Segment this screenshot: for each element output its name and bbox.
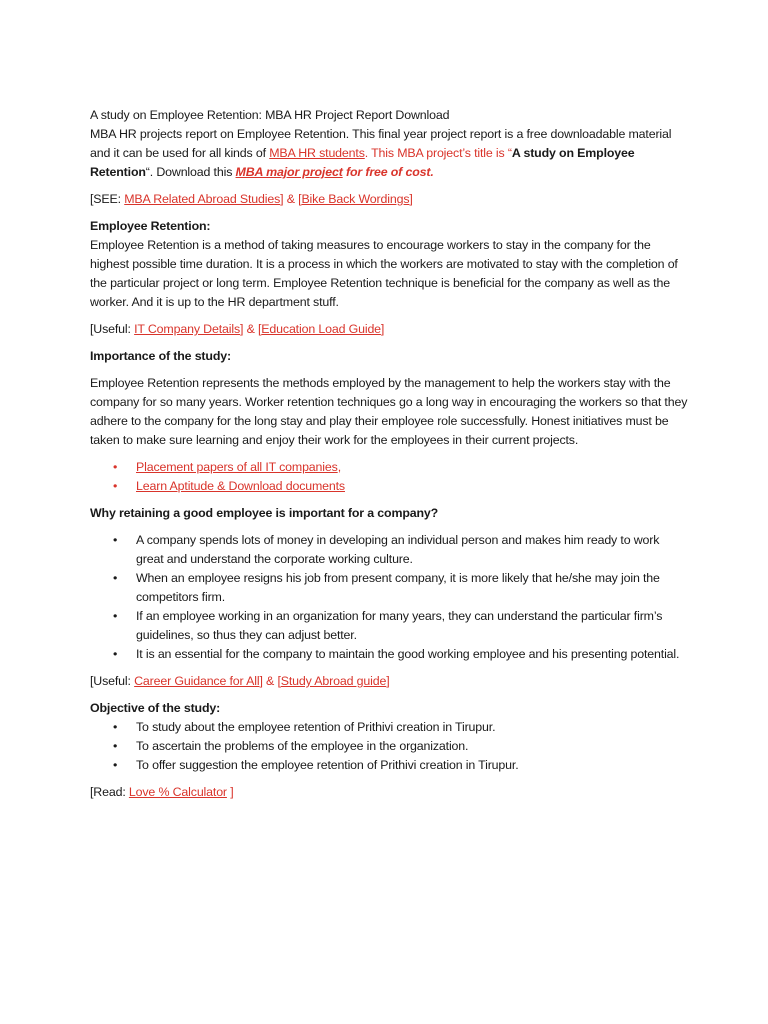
see-middle: ] & [ [280, 192, 302, 206]
why-heading: Why retaining a good employee is important for a company? [90, 506, 439, 520]
retention-body: Employee Retention is a method of taking measures to encourage workers to stay in the company for the highest possible time duration. It is a process in which the workers are motivated to stay with the completion of the particular project or long term. Employee Retention technique is beneficial for the company as well as the worker. And it is up to the HR department stuff. [90, 238, 678, 309]
importance-heading: Importance of the study: [90, 349, 231, 363]
education-load-guide-link[interactable]: Education Load Guide [261, 322, 381, 336]
bullet-icon: • [113, 571, 118, 585]
intro-quote-title: A study on Employee Retention [90, 146, 635, 179]
list-item-text: To ascertain the problems of the employee in the organization. [136, 739, 469, 753]
mba-hr-students-link[interactable]: MBA HR students [269, 146, 365, 160]
intro-text-2: . This MBA project’s title is “ [364, 146, 512, 160]
importance-body: Employee Retention represents the methods employed by the management to help the workers stay with the company for so many years. Worker retention techniques go a long way in encouraging the workers so that they adhere to the company for the long stay and play their employee role successfully. Honest initiatives must be taken to make sure learning and enjoy their work for the employees in their current projects. [90, 376, 688, 447]
read-suffix: ] [226, 785, 234, 799]
love-calculator-link[interactable]: Love % Calculator [128, 785, 227, 799]
objective-heading: Objective of the study: [90, 701, 221, 715]
retention-heading: Employee Retention: [90, 219, 211, 233]
read-prefix: [Read: [90, 785, 129, 799]
read-link-line [90, 783, 690, 802]
document-page [90, 106, 690, 810]
list-item-text: To study about the employee retention of Prithivi creation in Tirupur. [136, 720, 496, 734]
list-item [90, 569, 690, 607]
intro-text-4: for free of cost. [342, 165, 434, 179]
intro-paragraph [90, 125, 690, 182]
useful-links-line-1 [90, 320, 690, 339]
bullet-icon: • [113, 533, 118, 547]
list-item [90, 458, 690, 477]
bullet-icon: • [113, 758, 118, 772]
list-item [90, 737, 690, 756]
bullet-icon: • [113, 720, 118, 734]
bullet-icon: • [113, 479, 118, 493]
bullet-icon: • [113, 647, 118, 661]
see-links-line [90, 190, 690, 209]
objective-list [90, 718, 690, 775]
why-list [90, 531, 690, 664]
see-prefix: [SEE: [90, 192, 125, 206]
list-item-text: If an employee working in an organization for many years, they can understand the particular firm’s guidelines, so thus they can adjust better. [136, 609, 663, 642]
mba-major-project-link[interactable]: MBA major project [235, 165, 343, 179]
intro-text-1: MBA HR projects report on Employee Retention. This final year project report is a free downloadable material and it can be used for all kinds of [90, 127, 672, 160]
it-company-details-link[interactable]: IT Company Details [134, 322, 240, 336]
bullet-icon: • [113, 460, 118, 474]
useful-links-line-2 [90, 672, 690, 691]
bullet-icon: • [113, 739, 118, 753]
document-title: A study on Employee Retention: MBA HR Project Report Download [90, 108, 450, 122]
useful-suffix-2: ] [386, 674, 390, 688]
list-item-text: It is an essential for the company to maintain the good working employee and his presenting potential. [136, 647, 680, 661]
useful-suffix-1: ] [380, 322, 385, 336]
list-item-text: To offer suggestion the employee retention of Prithivi creation in Tirupur. [136, 758, 519, 772]
list-item [90, 607, 690, 645]
useful-prefix-1: [Useful: [90, 322, 135, 336]
list-item [90, 477, 690, 496]
useful-middle-2: ] & [ [259, 674, 281, 688]
list-item [90, 645, 690, 664]
intro-text-3: “. Download this [145, 165, 236, 179]
bike-back-wordings-link[interactable]: Bike Back Wordings [301, 192, 410, 206]
useful-middle-1: ] & [ [240, 322, 262, 336]
red-links-list [90, 458, 690, 496]
bullet-icon: • [113, 609, 118, 623]
see-suffix: ] [409, 192, 413, 206]
list-item-text: A company spends lots of money in developing an individual person and makes him ready to work great and understand the corporate working culture. [136, 533, 660, 566]
list-item-text: When an employee resigns his job from present company, it is more likely that he/she may join the competitors firm. [136, 571, 660, 604]
study-abroad-guide-link[interactable]: Study Abroad guide [280, 674, 387, 688]
comma: , [337, 460, 341, 474]
learn-aptitude-link[interactable]: Learn Aptitude & Download documents [136, 479, 345, 493]
list-item [90, 718, 690, 737]
useful-prefix-2: [Useful: [90, 674, 135, 688]
placement-papers-link[interactable]: Placement papers of all IT companies [136, 460, 338, 474]
list-item [90, 756, 690, 775]
mba-abroad-studies-link[interactable]: MBA Related Abroad Studies [124, 192, 281, 206]
list-item [90, 531, 690, 569]
career-guidance-link[interactable]: Career Guidance for All [134, 674, 260, 688]
